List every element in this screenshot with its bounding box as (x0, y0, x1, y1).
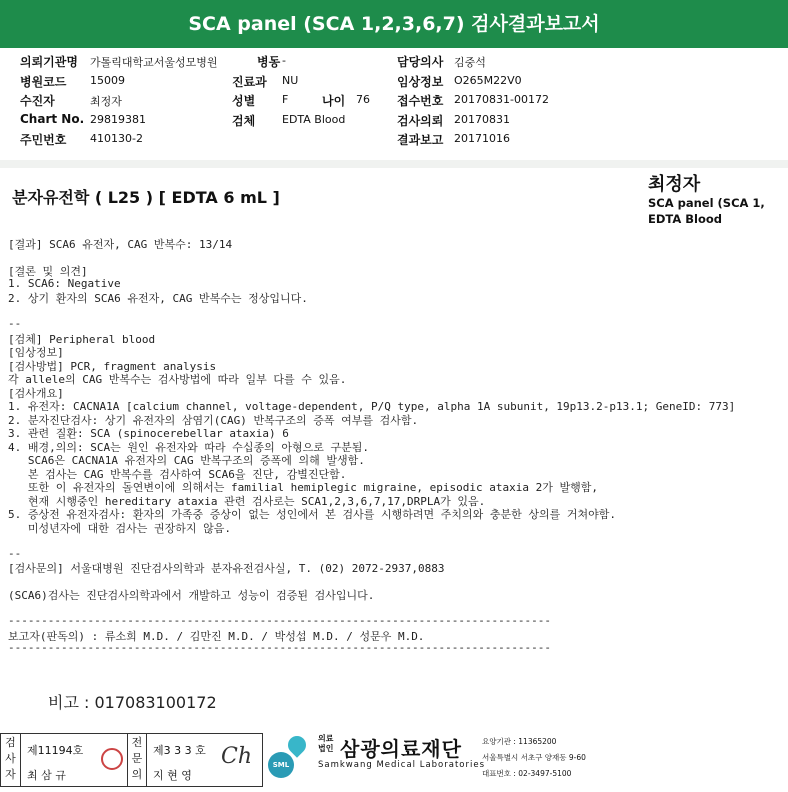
info-label: 담당의사 (397, 55, 444, 69)
report-line: 1. SCA6: Negative (8, 276, 121, 290)
report-line: 미성년자에 대한 검사는 권장하지 않음. (8, 521, 231, 535)
report-line: 1. 유전자: CACNA1A [calcium channel, voltage-dependent, P/Q type, alpha 1A subunit, 19p13.2-p13.1; GeneID: 773] (8, 400, 736, 413)
inspector-license: 제11194호 (27, 744, 84, 757)
patient-test-summary: SCA panel (SCA 1, EDTA Blood (648, 196, 765, 226)
info-value: 최정자 (90, 95, 122, 108)
info-value: 20170831-00172 (454, 93, 549, 106)
info-label: 병동 (257, 55, 281, 69)
specialist-signature: Ch (221, 744, 253, 769)
info-value: 20170831 (454, 112, 510, 126)
report-line: 2. 상기 환자의 SCA6 유전자, CAG 반복수는 정상입니다. (8, 292, 308, 305)
info-value: 김중석 (454, 56, 486, 69)
report-line: [검사문의] 서울대병원 진단검사의학과 분자유전검사실, T. (02) 2072-2937,0883 (8, 562, 445, 575)
report-line: 4. 배경,의의: SCA는 원인 유전자와 따라 수십종의 아형으로 구분됨. (8, 440, 369, 454)
report-line: 또한 이 유전자의 돌연변이에 의해서는 familial hemiplegic migraine, episodic ataxia 2가 발행함, (8, 481, 599, 494)
report-line: [검체] Peripheral blood (8, 332, 156, 346)
report-line: [결과] SCA6 유전자, CAG 반복수: 13/14 (8, 238, 233, 251)
report-line: [검사개요] (8, 386, 64, 400)
footer (0, 730, 788, 790)
note: 비고 : 017083100172 (48, 693, 217, 712)
patient-info-table (20, 52, 780, 150)
report-line: [임상정보] (8, 346, 64, 359)
info-value: 15009 (90, 73, 125, 87)
specialist-license: 제3 3 3 호 (153, 744, 206, 757)
patient-name: 최정자 (648, 174, 701, 195)
signature-box (0, 733, 263, 787)
report-line: 각 allele의 CAG 반복수는 검사방법에 따라 일부 다를 수 있음. (8, 373, 347, 386)
report-line: 3. 관련 질환: SCA (spinocerebellar ataxia) 6 (8, 427, 289, 440)
specialist-label (127, 734, 147, 786)
info-value: 76 (356, 93, 370, 106)
vertical-char: 자 (5, 768, 16, 781)
info-label: 결과보고 (397, 133, 444, 147)
info-label: 병원코드 (20, 74, 67, 89)
info-label: 검사의뢰 (397, 113, 444, 128)
vertical-char: 전 (131, 736, 143, 749)
org-name-en: Samkwang Medical Laboratories (318, 760, 486, 770)
report-line: 현재 시행중인 hereditary ataxia 관련 검사로는 SCA1,2,3,6,7,17,DRPLA가 있음. (8, 494, 486, 508)
report-title: SCA panel (SCA 1,2,3,6,7) 검사결과보고서 (0, 0, 788, 48)
info-value: 29819381 (90, 112, 146, 126)
report-line: 보고자(판독의) : 류소희 M.D. / 김만진 M.D. / 박성섭 M.D. / 성문우 M.D. (8, 629, 425, 643)
section-title: 분자유전학 ( L25 ) [ EDTA 6 mL ] (12, 188, 280, 207)
inspector-seal (101, 748, 123, 770)
org-code: 요양기관 : 11365200 (482, 737, 557, 746)
info-value: 20171016 (454, 132, 510, 145)
info-row (20, 72, 780, 92)
info-label: 진료과 (232, 74, 267, 89)
info-label: 수진자 (20, 94, 55, 108)
info-label: 의뢰기관명 (20, 55, 78, 69)
info-row (20, 111, 780, 131)
sml-logo-icon: SML (268, 752, 294, 778)
info-value: 가톨릭대학교서울성모병원 (90, 56, 218, 69)
info-label: 성별 (232, 94, 256, 108)
report-line: SCA6은 CACNA1A 유전자의 CAG 반복구조의 증폭에 의해 발생함. (8, 454, 365, 467)
inspector-name: 최 삼 규 (27, 769, 66, 782)
report-line: (SCA6)검사는 진단검사의학과에서 개발하고 성능이 검증된 검사입니다. (8, 589, 375, 602)
report-line: 2. 분자진단검사: 상기 유전자의 삼염기(CAG) 반복구조의 증폭 여부를 검사함. (8, 413, 419, 427)
org-address: 서울특별시 서초구 양재동 9-60 (482, 753, 586, 762)
info-value: EDTA Blood (282, 112, 346, 126)
info-value: NU (282, 73, 299, 87)
info-label: 접수번호 (397, 94, 444, 108)
report-line: 본 검사는 CAG 반복수를 검사하여 SCA6을 진단, 감별진단함. (8, 467, 347, 481)
report-line: ---------------------------------------------------------------------------------- (8, 641, 552, 654)
section-divider (0, 160, 788, 168)
inspector-label (1, 734, 21, 786)
org-type: 의료 법인 (318, 734, 334, 753)
info-value: - (282, 54, 286, 67)
report-line: ---------------------------------------------------------------------------------- (8, 614, 552, 627)
org-phone: 대표번호 : 02-3497-5100 (482, 769, 572, 778)
info-value: 410130-2 (90, 132, 143, 145)
info-label: 주민번호 (20, 133, 67, 147)
vertical-char: 의 (131, 768, 143, 781)
info-value: F (282, 93, 289, 106)
report-line: [결론 및 의견] (8, 265, 88, 278)
info-label: 임상정보 (397, 74, 444, 89)
vertical-char: 사 (5, 752, 16, 765)
info-label: 검체 (232, 113, 256, 128)
specialist-name: 지 현 영 (153, 769, 192, 782)
info-row (20, 52, 780, 72)
info-row (20, 130, 780, 150)
vertical-char: 검 (5, 736, 16, 749)
report-line: -- (8, 546, 22, 560)
report-line: [검사방법] PCR, fragment analysis (8, 359, 217, 373)
report-line: 5. 증상전 유전자검사: 환자의 가족중 증상이 없는 성인에서 본 검사를 시행하려면 주치의와 충분한 상의를 거쳐야함. (8, 508, 616, 521)
info-label: Chart No. (20, 111, 85, 126)
org-name: 삼광의료재단 (340, 737, 462, 761)
info-value: O265M22V0 (454, 73, 522, 87)
info-row (20, 91, 780, 111)
report-line: -- (8, 317, 22, 330)
vertical-char: 문 (131, 752, 143, 765)
info-label: 나이 (322, 94, 346, 108)
